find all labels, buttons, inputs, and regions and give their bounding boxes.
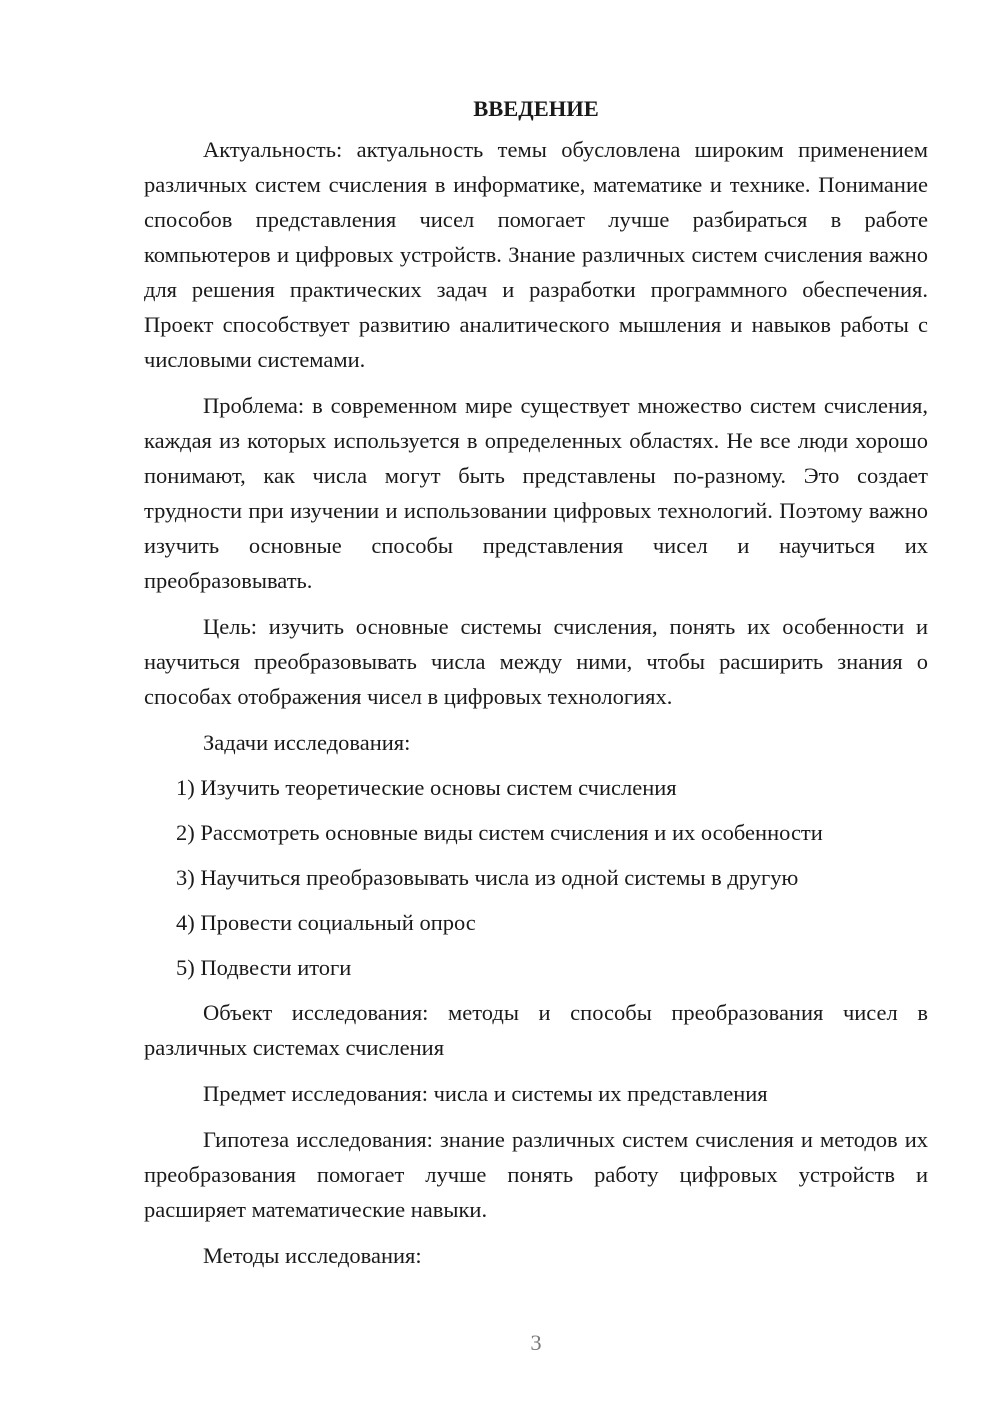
tasks-list (144, 770, 928, 985)
task-item: 4) Провести социальный опрос (176, 910, 476, 935)
document-page (144, 90, 928, 1283)
task-item: 5) Подвести итоги (176, 955, 352, 980)
task-item: 1) Изучить теоретические основы систем счисления (176, 775, 677, 800)
problem-paragraph: Проблема: в современном мире существует множество систем счисления, каждая из которых используется в определенных областях. Не все люди хорошо понимают, как числа могут быть представлены по-разному. Это создает трудности при изучении и использовании цифровых технологий. Поэтому важно изучить основные способы представления чисел и научиться их преобразовывать. (144, 393, 928, 593)
task-item: 3) Научиться преобразовывать числа из одной системы в другую (176, 865, 799, 890)
goal-paragraph: Цель: изучить основные системы счисления, понять их особенности и научиться преобразовывать числа между ними, чтобы расширить знания о способах отображения чисел в цифровых технологиях. (144, 614, 928, 709)
page-number: 3 (530, 1330, 542, 1355)
tasks-heading: Задачи исследования: (203, 730, 411, 755)
subject-paragraph: Предмет исследования: числа и системы их представления (203, 1081, 768, 1106)
methods-heading: Методы исследования: (203, 1243, 422, 1268)
section-title: ВВЕДЕНИЕ (473, 96, 599, 121)
object-paragraph: Объект исследования: методы и способы преобразования чисел в различных системах счисления (144, 1000, 928, 1060)
relevance-paragraph: Актуальность: актуальность темы обусловлена широким применением различных систем счисления в информатике, математике и технике. Понимание способов представления чисел помогает лучше разбираться в работе компьютеров и цифровых устройств. Знание различных систем счисления важно для решения практических задач и разработки программного обеспечения. Проект способствует развитию аналитического мышления и навыков работы с числовыми системами. (144, 137, 928, 372)
hypothesis-paragraph: Гипотеза исследования: знание различных систем счисления и методов их преобразования помогает лучше понять работу цифровых устройств и расширяет математические навыки. (144, 1127, 928, 1222)
task-item: 2) Рассмотреть основные виды систем счисления и их особенности (176, 820, 823, 845)
